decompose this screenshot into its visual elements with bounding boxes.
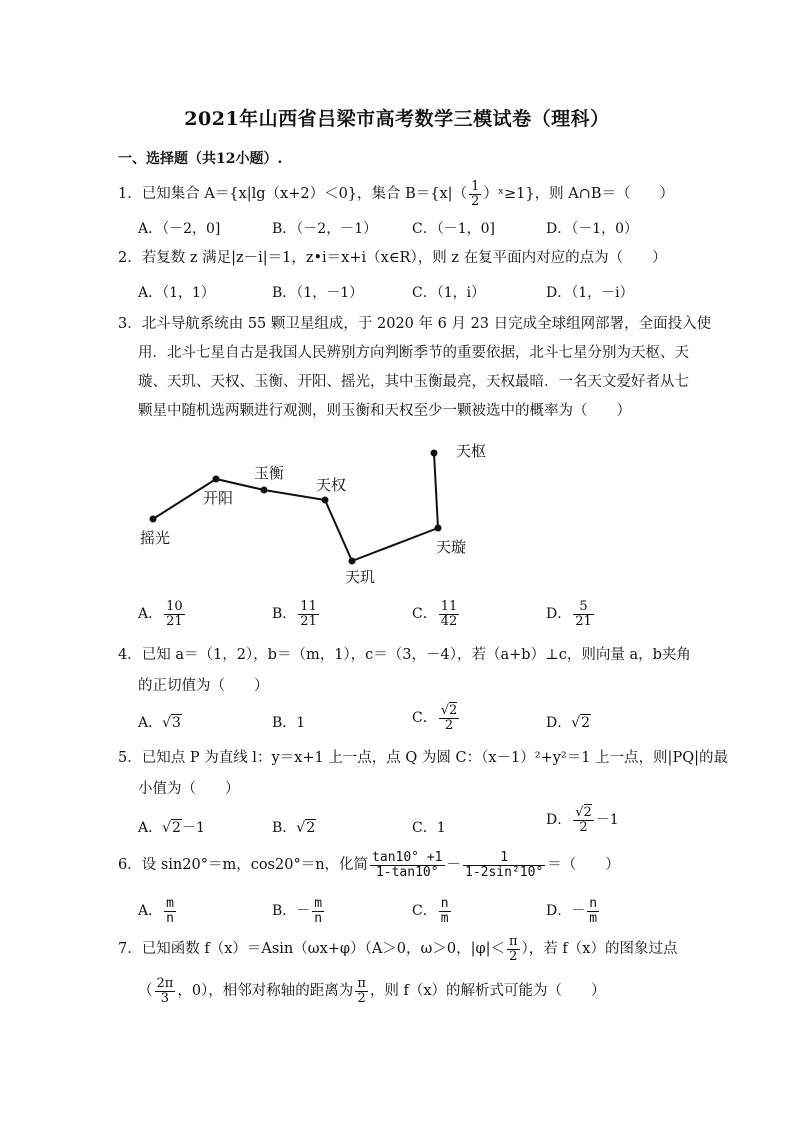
q5-option-d-denominator: 2 [579, 819, 588, 835]
q6-option-b-fraction [312, 897, 324, 925]
q4-line-1: 4．已知 a＝（1，2），b＝（m，1），c＝（3，－4），若（a+b）⊥c，则向量 a，b夹角 [118, 647, 691, 663]
q3-line-4: 颗星中随机选两颗进行观测，则玉衡和天权至少一颗被选中的概率为（ ） [138, 403, 631, 419]
q6-option-a-denominator: n [166, 910, 174, 926]
q4-line-2: 的正切值为（ ） [138, 678, 269, 694]
q6-option-b-label: B．－ [272, 903, 311, 920]
q6-option-d [546, 897, 601, 925]
q3-option-c-denominator: 42 [440, 613, 458, 629]
q4-option-c-label: C． [412, 710, 437, 727]
q6-option-c-denominator: m [440, 910, 449, 926]
q3-option-b-label: B． [272, 606, 297, 623]
q3-option-d [546, 600, 596, 628]
q6-option-a [138, 897, 178, 925]
q7-distance-pi-denominator: 2 [357, 990, 366, 1006]
star-yaoguang [150, 516, 157, 523]
q7-line-2 [138, 974, 606, 1008]
q1-stem-part-a: 1．已知集合 A＝{x|lg（x+2）＜0}，集合 B＝{x|（ [118, 186, 468, 203]
q6-option-d-fraction [587, 897, 599, 925]
q5-option-d-label: D． [546, 812, 572, 829]
q6-fraction-2 [463, 851, 545, 879]
q1-fraction-denominator: 2 [471, 193, 480, 209]
q1-option-a: A．（－2，0] [138, 221, 221, 237]
q6-option-d-numerator: n [589, 896, 598, 911]
q3-line-3: 璇、天玑、天权、玉衡、开阳、摇光，其中玉衡最亮，天权最暗．一名天文爱好者从七 [138, 374, 689, 390]
q6-option-a-numerator: m [166, 896, 174, 911]
label-tianquan: 天权 [316, 476, 347, 494]
q2-option-a: A．（1，1） [138, 285, 215, 301]
q3-option-a-label: A． [138, 606, 163, 623]
q2-option-c: C．（1，i） [412, 285, 486, 301]
q6-option-d-denominator: m [589, 910, 598, 926]
q6-option-b-numerator: m [314, 896, 323, 911]
q7-line-1-part-b: ），若 f（x）的图象过点 [521, 941, 678, 957]
q7-distance-pi-numerator: π [357, 975, 366, 991]
sqrt-symbol: √3 [162, 715, 181, 731]
q5-option-b-label: B． [272, 820, 297, 836]
q3-line-1: 3．北斗导航系统由 55 颗卫星组成，于 2020 年 6 月 23 日完成全球组网部署，全面投入使 [118, 316, 712, 332]
star-tianji [349, 558, 356, 565]
q5-line-1: 5．已知点 P 为直线 l：y＝x+1 上一点，点 Q 为圆 C：（x－1）²+y²＝1 上一点，则|PQ|的最 [118, 750, 728, 766]
q4-option-a-label: A． [138, 715, 163, 731]
page-title: 2021年山西省吕梁市高考数学三模试卷（理科） [184, 108, 610, 130]
q6-fraction-2-numerator: 1 [463, 851, 545, 866]
question-6-stem [118, 848, 620, 882]
q4-option-c-denominator: 2 [444, 717, 454, 733]
q6-option-c-fraction [439, 897, 451, 925]
q6-option-d-label: D．－ [546, 903, 586, 920]
q5-option-a-tail: －1 [181, 820, 205, 836]
q1-option-b: B．（－2，－1） [272, 221, 378, 237]
q5-option-a-label: A． [138, 820, 163, 836]
q6-fraction-1-denominator: 1-tan10° [375, 864, 439, 880]
q6-option-b [272, 897, 326, 925]
q5-line-2: 小值为（ ） [138, 781, 240, 797]
q5-option-c: C．1 [412, 820, 446, 836]
star-connection-line [153, 453, 438, 561]
q5-option-a-radicand: 2 [172, 820, 181, 836]
q6-stem-part-b: ＝（ ） [547, 857, 620, 873]
q3-option-d-denominator: 21 [575, 613, 592, 629]
q3-option-d-label: D． [546, 606, 572, 623]
q6-option-a-label: A． [138, 903, 163, 920]
q7-line-1-part-a: 7．已知函数 f（x）＝Asin（ωx+φ）（A＞0，ω＞0，|φ|＜ [118, 941, 505, 957]
q3-option-c-label: C． [412, 606, 437, 623]
q4-option-a [138, 712, 182, 732]
star-tianshu [431, 450, 438, 457]
q3-option-c [412, 600, 461, 628]
q4-option-c-numerator: √2 [440, 703, 458, 718]
question-2-stem: 2．若复数 z 满足|z－i|＝1，z•i＝x+i（x∈R），则 z 在复平面内对应的点为（ ） [118, 250, 667, 266]
q3-option-a-fraction [164, 600, 185, 628]
sqrt-symbol: √2 [162, 820, 181, 836]
q3-option-a [138, 600, 187, 628]
q6-option-c [412, 897, 453, 925]
q3-option-a-denominator: 21 [166, 613, 183, 629]
q7-line-2-part-a: （ [138, 983, 153, 999]
q7-line-1 [118, 932, 677, 966]
q7-two-pi-denominator: 3 [160, 990, 170, 1006]
section-heading: 一、选择题（共12小题）. [118, 151, 283, 167]
q4-option-c-fraction [439, 704, 460, 732]
label-yuheng: 玉衡 [254, 464, 285, 482]
q3-option-a-numerator: 10 [166, 599, 183, 614]
q3-option-c-numerator: 11 [440, 599, 458, 614]
q3-option-b-numerator: 11 [300, 599, 317, 614]
sqrt-symbol: √2 [296, 820, 316, 836]
q5-option-d-fraction [573, 806, 594, 834]
sqrt-symbol: √2 [571, 715, 591, 731]
star-tianquan [322, 497, 329, 504]
q5-option-b [272, 817, 316, 837]
q4-option-b: B．1 [272, 715, 306, 731]
q4-option-a-radicand: 3 [172, 715, 181, 731]
q6-option-c-numerator: n [440, 896, 449, 911]
star-yuheng [261, 487, 268, 494]
q4-option-d-label: D． [546, 715, 572, 731]
q1-option-d: D．（－1，0） [546, 221, 639, 237]
q2-option-d: D．（1，－i） [546, 285, 634, 301]
q6-minus-sign: － [446, 857, 461, 873]
q4-option-c-radicand: 2 [449, 703, 458, 718]
q3-option-d-fraction [573, 600, 594, 628]
q3-option-d-numerator: 5 [573, 600, 594, 615]
q6-fraction-1-numerator: tan10° +1 [372, 849, 443, 865]
q3-option-b-fraction [298, 600, 319, 628]
q6-option-a-fraction [164, 897, 176, 925]
label-tianji: 天玑 [345, 568, 376, 586]
q4-option-d [546, 712, 591, 732]
q6-fraction-1 [370, 851, 444, 879]
q7-pi-numerator: π [509, 933, 518, 949]
q2-option-b: B．（1，－1） [272, 285, 364, 301]
q1-option-c: C．（－1，0] [412, 221, 495, 237]
q7-pi-denominator: 2 [509, 948, 518, 964]
label-yaoguang: 摇光 [140, 529, 171, 547]
q5-option-d-radicand: 2 [583, 805, 592, 820]
star-tianxuan [435, 525, 442, 532]
q4-option-c [412, 704, 461, 732]
q7-two-pi-numerator: 2π [156, 975, 174, 991]
q3-option-b-denominator: 21 [300, 613, 317, 629]
label-tianshu: 天枢 [456, 442, 487, 460]
q5-option-b-radicand: 2 [306, 820, 316, 836]
q5-option-d [546, 806, 619, 834]
q6-option-c-label: C． [412, 903, 437, 920]
q1-stem-part-b: ）ˣ≥1}，则 A∩B＝（ ） [483, 186, 674, 203]
q3-line-2: 用．北斗七星自古是我国人民辨别方向判断季节的重要依据，北斗七星分别为天枢、天 [138, 345, 689, 361]
q7-line-2-part-c: ，则 f（x）的解析式可能为（ ） [369, 983, 606, 999]
q5-option-d-tail: －1 [595, 812, 619, 829]
q5-option-d-numerator: √2 [575, 805, 592, 820]
label-kaiyang: 开阳 [203, 489, 234, 507]
label-tianxuan: 天璇 [436, 538, 467, 556]
q6-option-b-denominator: n [314, 910, 323, 926]
q6-stem-part-a: 6．设 sin20°＝m，cos20°＝n，化简 [118, 857, 369, 873]
q7-line-2-part-b: ，0），相邻对称轴的距离为 [177, 983, 354, 999]
q5-option-a [138, 817, 205, 837]
q7-distance-pi-over-2 [355, 977, 368, 1005]
q7-two-pi-over-3 [155, 977, 176, 1005]
q4-option-d-radicand: 2 [581, 715, 591, 731]
q7-pi-over-2 [507, 935, 520, 963]
star-kaiyang [213, 476, 220, 483]
q1-fraction-numerator: 1 [471, 179, 480, 194]
q3-option-b [272, 600, 321, 628]
q3-option-c-fraction [439, 600, 460, 628]
q6-fraction-2-denominator: 1-2sin²10° [465, 864, 544, 880]
